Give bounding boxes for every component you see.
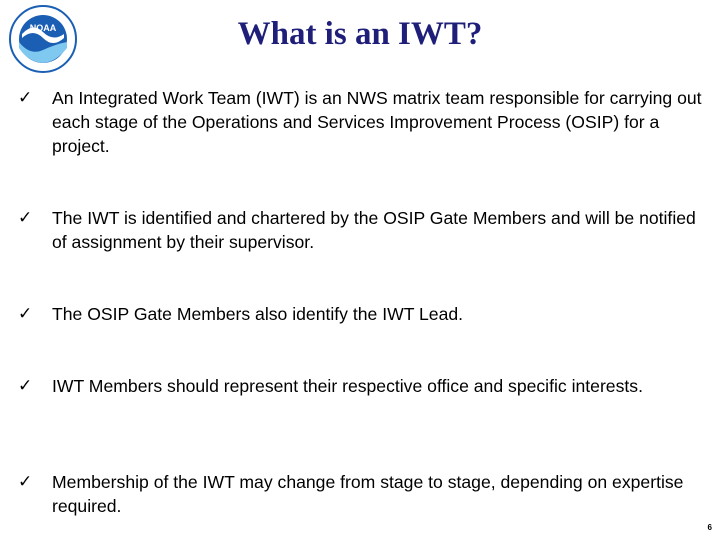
checkmark-icon: ✓	[18, 88, 33, 107]
bullet-item	[16, 470, 706, 518]
logo-text: NOAA	[29, 23, 57, 33]
bullet-item	[16, 86, 706, 158]
bullet-text: Membership of the IWT may change from stage to stage, depending on expertise required.	[52, 472, 684, 516]
checkmark-icon: ✓	[18, 376, 33, 395]
bullet-text: The OSIP Gate Members also identify the IWT Lead.	[52, 304, 464, 324]
bullet-item	[16, 302, 706, 326]
checkmark-icon: ✓	[18, 208, 33, 227]
page-number: 6	[707, 523, 712, 532]
bullet-item	[16, 374, 706, 398]
checkmark-icon: ✓	[18, 472, 33, 491]
bullet-text: An Integrated Work Team (IWT) is an NWS matrix team responsible for carrying out each stage of the Operations and Services Improvement Process (OSIP) for a project.	[52, 88, 702, 156]
checkmark-icon: ✓	[18, 304, 33, 323]
bullet-item	[16, 206, 706, 254]
bullet-text: The IWT is identified and chartered by the OSIP Gate Members and will be notified of assignment by their supervisor.	[52, 208, 696, 252]
slide-title: What is an IWT?	[237, 16, 483, 52]
bullet-text: IWT Members should represent their respective office and specific interests.	[52, 376, 643, 396]
